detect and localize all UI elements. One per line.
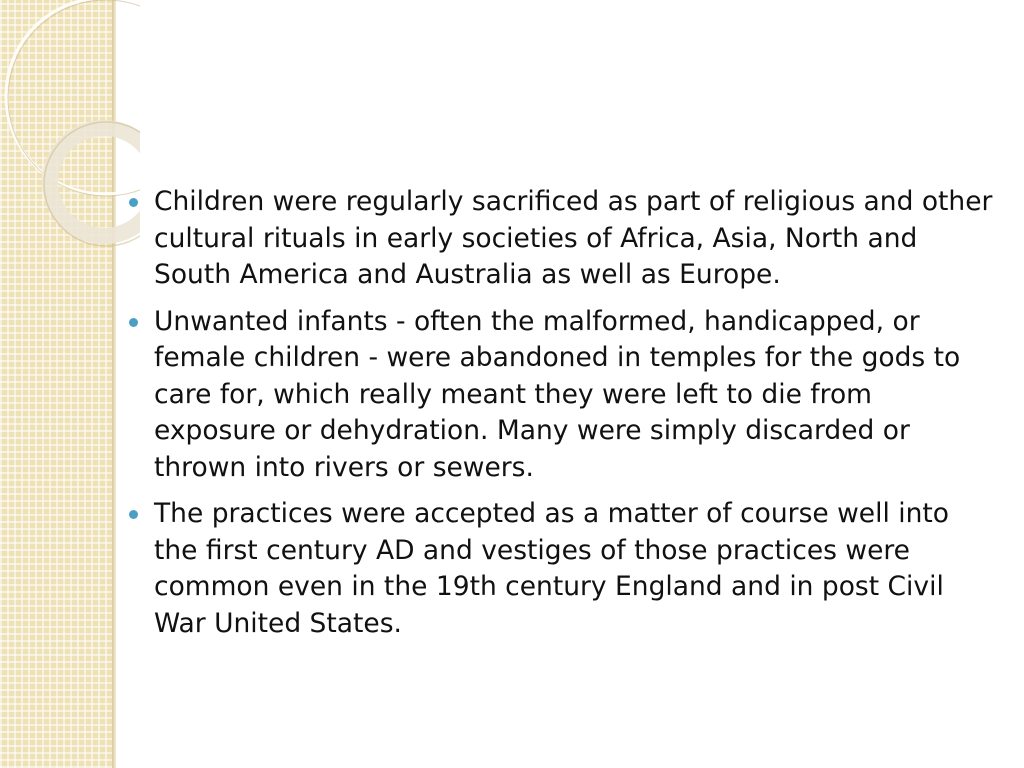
decorative-ring-large-shadow <box>8 0 140 196</box>
decorative-ring-large <box>6 0 140 194</box>
bullet-text: Unwanted infants - often the malformed, handicapped, or female children - were abandoned in temples for the gods to care for, which really meant they were left to die from exposure or dehydration. Many were simply discarded or thrown into rivers or sewers. <box>154 305 961 483</box>
bullet-dot-icon <box>129 198 138 207</box>
decorative-rings <box>0 0 140 300</box>
bullet-dot-icon <box>129 318 138 327</box>
bullet-dot-icon <box>129 510 138 519</box>
bullet-text: The practices were accepted as a matter of course well into the first century AD and vestiges of those practices were common even in the 19th century England and in post Civil War United States. <box>154 498 949 639</box>
bullet-text: Children were regularly sacrificed as part of religious and other cultural rituals in early societies of Africa, Asia, North and South America and Australia as well as Europe. <box>154 186 993 290</box>
bullet-list <box>126 184 998 652</box>
bullet-item <box>126 184 998 294</box>
bullet-item <box>126 496 998 642</box>
bullet-item <box>126 304 998 487</box>
